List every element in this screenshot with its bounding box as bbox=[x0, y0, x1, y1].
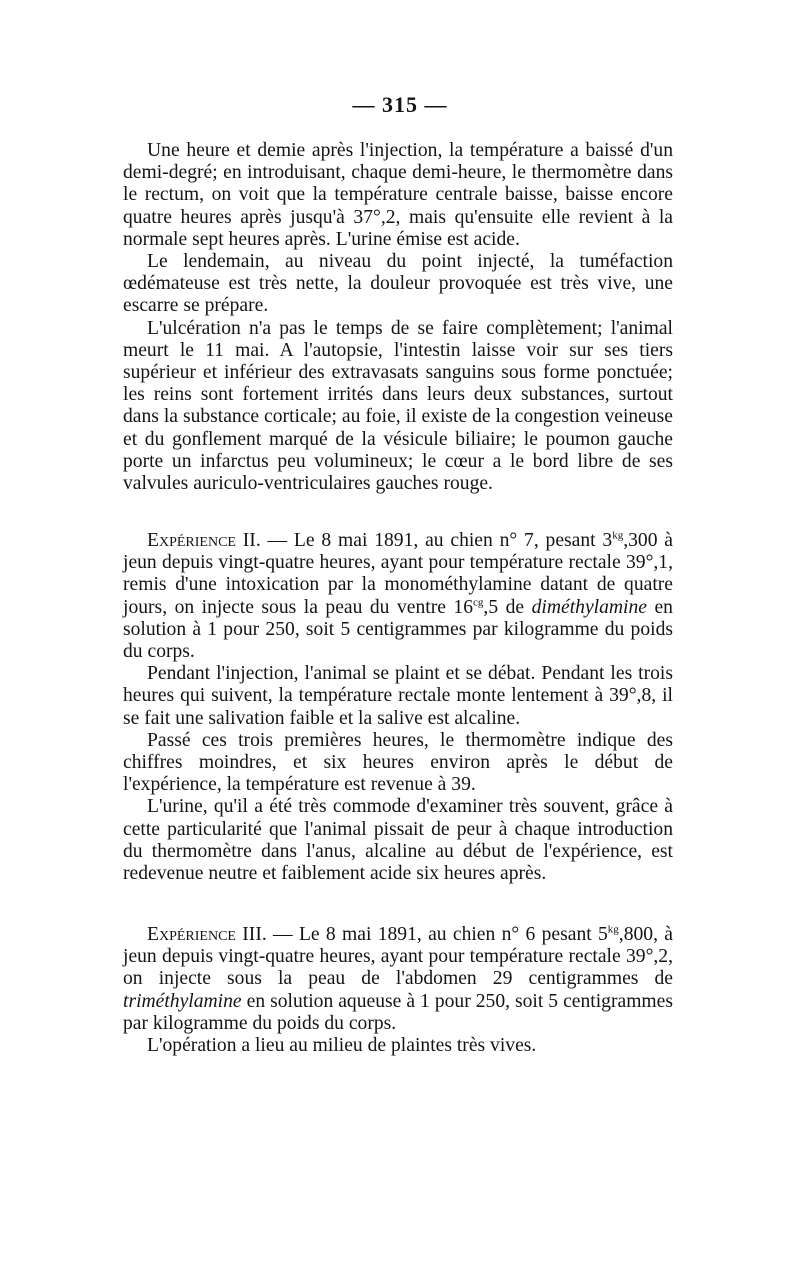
substance-name: diméthylamine bbox=[531, 596, 647, 618]
unit-kg: kg bbox=[607, 923, 619, 936]
substance-name: triméthylamine bbox=[123, 990, 242, 1012]
experience-3-text-a: — Le 8 mai 1891, au chien n° 6 pesant 5 bbox=[266, 924, 608, 945]
intro-section bbox=[123, 140, 673, 495]
intro-paragraph-3: L'ulcération n'a pas le temps de se faire complètement; l'animal meurt le 11 mai. A l'autopsie, l'intestin laisse voir sur ses tiers supérieur et inférieur des extravasats sanguins sous forme ponctuée; les reins sont fortement irrités dans leurs deux substances, surtout dans la substance corticale; au foie, il existe de la congestion veineuse et du gonflement marqué de la vésicule biliaire; le poumon gauche porte un infarctus peu volumineux; le cœur a le bord libre de ses valvules auriculo-ventriculaires gauches rouge. bbox=[123, 317, 673, 495]
experience-2-text-a: — Le 8 mai 1891, au chien n° 7, pesant 3 bbox=[260, 530, 613, 551]
experience-2-text-c: ,5 de bbox=[483, 596, 532, 618]
experience-2-paragraph-4: L'urine, qu'il a été très commode d'examiner très souvent, grâce à cette particularité que l'animal pissait de peur à chaque introduction du thermomètre dans l'anus, alcaline au début de l'expérience, est redevenue neutre et faiblement acide six heures après. bbox=[123, 796, 673, 885]
unit-cg: cg bbox=[473, 596, 484, 609]
intro-paragraph-2: Le lendemain, au niveau du point injecté, la tuméfaction œdémateuse est très nette, la douleur provoquée est très vive, une escarre se prépare. bbox=[123, 251, 673, 317]
experience-2-heading: Expérience II. bbox=[147, 530, 261, 551]
intro-paragraph-1: Une heure et demie après l'injection, la température a baissé d'un demi-degré; en introduisant, chaque demi-heure, le thermomètre dans le rectum, on voit que la température centrale baisse, baisse encore quatre heures après jusqu'à 37°,2, mais qu'ensuite elle revient à la normale sept heures après. L'urine émise est acide. bbox=[123, 140, 673, 250]
experience-3-heading: Expérience III. bbox=[147, 924, 267, 945]
experience-2-paragraph-2: Pendant l'injection, l'animal se plaint et se débat. Pendant les trois heures qui suivent, la température rectale monte lentement à 39°,8, il se fait une salivation faible et la salive est alcaline. bbox=[123, 663, 673, 729]
experience-3-paragraph-2: L'opération a lieu au milieu de plaintes très vives. bbox=[147, 1035, 537, 1057]
experience-2-text-d: en solution à 1 pour 250, soit 5 centigrammes par kilogramme du poids du corps. bbox=[123, 596, 673, 663]
experience-3-text-b: ,800, à jeun depuis vingt-quatre heures, ayant pour température rectale 39°,2, on injecte sous la peau de l'abdomen 29 centigrammes de bbox=[123, 924, 673, 990]
experience-3-section bbox=[123, 924, 673, 1057]
experience-2-section bbox=[123, 530, 673, 885]
experience-2-paragraph-3: Passé ces trois premières heures, le thermomètre indique des chiffres moindres, et six heures environ après le début de l'expérience, la température est revenue à 39. bbox=[123, 729, 673, 796]
experience-2-text-b: ,300 à jeun depuis vingt-quatre heures, ayant pour température rectale 39°,1, remis d'une intoxication par la monométhylamine datant de quatre jours, on injecte sous la peau du ventre 16 bbox=[123, 530, 673, 618]
experience-3-paragraph-1 bbox=[123, 924, 673, 1035]
page-number: — 315 — bbox=[352, 92, 448, 117]
unit-kg: kg bbox=[612, 529, 624, 542]
experience-3-text-c: en solution aqueuse à 1 pour 250, soit 5 centigrammes par kilogramme du poids du corps. bbox=[123, 990, 673, 1034]
experience-2-paragraph-1 bbox=[123, 530, 673, 663]
